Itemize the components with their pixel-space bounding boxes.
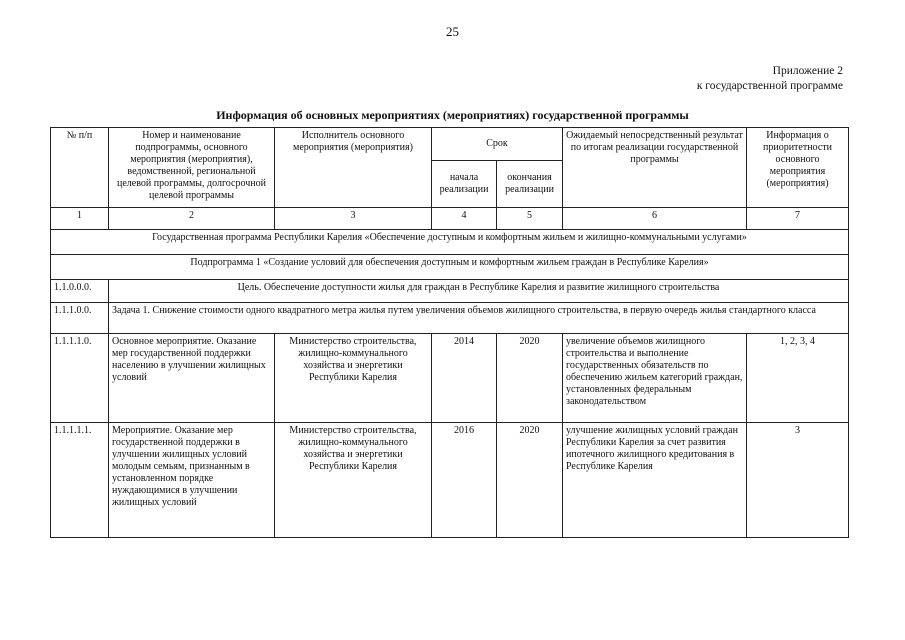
row-end: 2020 xyxy=(497,334,563,423)
task-text: Задача 1. Снижение стоимости одного квадратного метра жилья путем увеличения объемов жилищного строительства, в первую очередь жилья стандартного класса xyxy=(109,303,849,334)
row-executor: Министерство строительства, жилищно-коммунального хозяйства и энергетики Республики Карелия xyxy=(275,423,432,538)
header-row xyxy=(51,128,849,161)
row-start: 2014 xyxy=(432,334,497,423)
table-row xyxy=(51,423,849,538)
column-number: 6 xyxy=(563,208,747,230)
program-row xyxy=(51,230,849,255)
goal-row xyxy=(51,280,849,303)
document-title: Информация об основных мероприятиях (мероприятиях) государственной программы xyxy=(216,108,689,122)
row-code: 1.1.1.1.0. xyxy=(51,334,109,423)
row-result: увеличение объемов жилищного строительства и выполнение государственных обязательств по обеспечению жильем категорий граждан, установленных федеральным законодательством xyxy=(563,334,747,423)
row-start: 2016 xyxy=(432,423,497,538)
row-name: Основное мероприятие. Оказание мер государственной поддержки населению в улучшении жилищных условий xyxy=(109,334,275,423)
header-start: начала реализации xyxy=(432,161,497,208)
column-number: 3 xyxy=(275,208,432,230)
goal-code: 1.1.0.0.0. xyxy=(51,280,109,303)
appendix-note xyxy=(697,64,843,94)
column-number: 4 xyxy=(432,208,497,230)
row-priority: 1, 2, 3, 4 xyxy=(747,334,849,423)
appendix-line-1: Приложение 2 xyxy=(772,65,843,77)
header-num: № п/п xyxy=(51,128,109,208)
column-number: 5 xyxy=(497,208,563,230)
appendix-line-2: к государственной программе xyxy=(696,80,843,92)
header-end: окончания реализации xyxy=(497,161,563,208)
task-row xyxy=(51,303,849,334)
row-result: улучшение жилищных условий граждан Республики Карелия за счет развития ипотечного жилищного кредитования в Республике Карелия xyxy=(563,423,747,538)
measures-table xyxy=(50,127,849,538)
program-title: Государственная программа Республики Карелия «Обеспечение доступным и комфортным жильем и жилищно-коммунальными услугами» xyxy=(51,230,849,255)
task-code: 1.1.1.0.0. xyxy=(51,303,109,334)
column-number: 7 xyxy=(747,208,849,230)
row-executor: Министерство строительства, жилищно-коммунального хозяйства и энергетики Республики Карелия xyxy=(275,334,432,423)
subprogram-row xyxy=(51,255,849,280)
row-code: 1.1.1.1.1. xyxy=(51,423,109,538)
column-number: 2 xyxy=(109,208,275,230)
header-executor: Исполнитель основного мероприятия (мероприятия) xyxy=(275,128,432,208)
column-number-row xyxy=(51,208,849,230)
header-name: Номер и наименование подпрограммы, основного мероприятия (мероприятия), ведомственной, региональной целевой программы, долгосрочной целевой программы xyxy=(109,128,275,208)
row-name: Мероприятие. Оказание мер государственной поддержки в улучшении жилищных условий молодым семьям, признанным в установленном порядке нуждающимися в улучшении жилищных условий xyxy=(109,423,275,538)
header-priority: Информация о приоритетности основного мероприятия (мероприятия) xyxy=(747,128,849,208)
header-term: Срок xyxy=(432,128,563,161)
subprogram-title: Подпрограмма 1 «Создание условий для обеспечения доступным и комфортным жильем граждан в Республике Карелия» xyxy=(51,255,849,280)
goal-text: Цель. Обеспечение доступности жилья для граждан в Республике Карелия и развитие жилищного строительства xyxy=(109,280,849,303)
header-result: Ожидаемый непосредственный результат по итогам реализации государственной программы xyxy=(563,128,747,208)
row-priority: 3 xyxy=(747,423,849,538)
table-row xyxy=(51,334,849,423)
column-number: 1 xyxy=(51,208,109,230)
row-end: 2020 xyxy=(497,423,563,538)
page-number: 25 xyxy=(446,24,459,39)
